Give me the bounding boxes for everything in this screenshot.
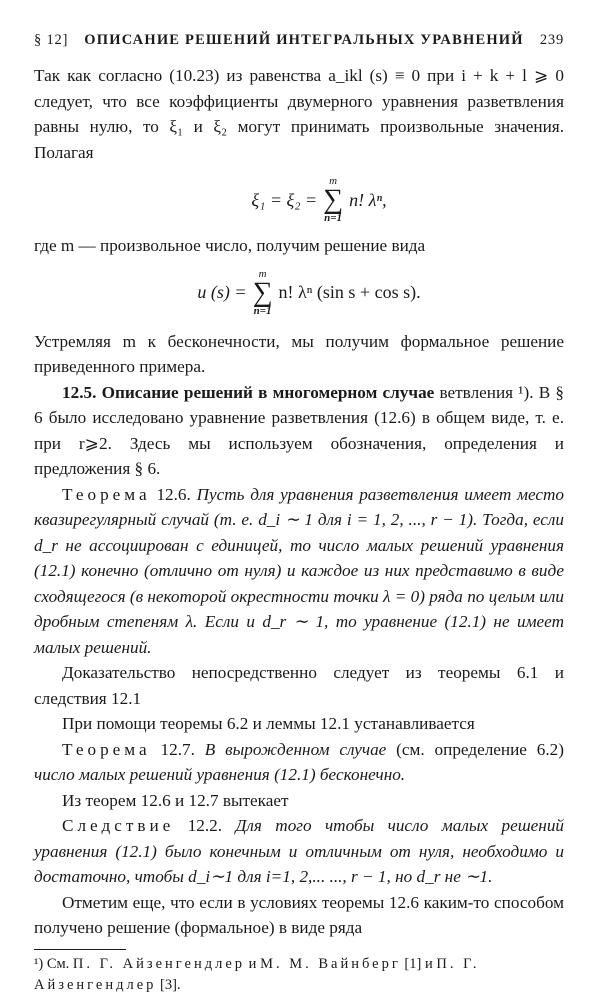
footnote-author-3: П. Г. Айзенгендлер bbox=[34, 955, 480, 993]
formula-2-sum bbox=[253, 269, 273, 317]
corollary-number: 12.2. bbox=[187, 816, 223, 835]
formula-2-upper-limit: m bbox=[258, 267, 267, 280]
formula-1-upper-limit: m bbox=[329, 175, 338, 187]
corollary-text: Для того чтобы число малых решений уравнения (12.1) было конечным и отличным от нуля, необходимо и достаточно, чтобы d_i∼1 для i=1, 2,... ..., r − 1, но d_r не ∼1. bbox=[34, 816, 565, 886]
theorem-text: Пусть для уравнения разветвления имеет место квазирегулярный случай (т. е. d_i ∼ 1 для i = 1, 2, ..., r − 1). Тогда, если d_r не ассоциирован с единицей, то число малых решений уравнения (12.1) конечно (отлично от нуля) и каждое из них представимо в виде сходящегося (в некоторой окрестности точки λ = 0) ряда по целым или дробным степеням λ. Если и d_r ∼ 1, то уравнение (12.1) не имеет малых решений. bbox=[34, 484, 564, 657]
section-number: 12.5. bbox=[62, 382, 97, 402]
formula-2-lhs: u (s) = bbox=[197, 282, 247, 302]
paragraph-2: где m — произвольное число, получим решение вида bbox=[34, 236, 426, 255]
sigma-symbol: ∑ bbox=[323, 184, 344, 215]
formula-1-lower-limit: n=1 bbox=[324, 212, 343, 224]
theorem-text-c: число малых решений уравнения (12.1) бесконечно. bbox=[34, 765, 406, 784]
section-text: ветвления ¹). В § 6 было исследовано уравнение разветвления (12.6) в общем виде, т. е. при r⩾2. Здесь мы используем обозначения, определения и предложения § 6. bbox=[34, 382, 565, 478]
corollary-12-2 bbox=[34, 813, 564, 890]
formula-1 bbox=[74, 169, 564, 231]
theorem-text-a: В вырожденном случае bbox=[204, 739, 387, 759]
footnote-and-2: и bbox=[424, 955, 433, 972]
footnote-ref-1: [1] bbox=[404, 955, 422, 972]
formula-1-sum bbox=[323, 176, 343, 224]
section-12-5 bbox=[34, 380, 564, 482]
page-number: 239 bbox=[539, 32, 564, 48]
formula-1-body: n! λⁿ, bbox=[349, 189, 387, 210]
footnote-ref-2: [3]. bbox=[160, 976, 181, 993]
theorem-text-b: (см. определение 6.2) bbox=[396, 739, 564, 759]
formula-2-lower-limit: n=1 bbox=[253, 304, 272, 317]
formula-2 bbox=[54, 261, 564, 325]
footnote-rule bbox=[34, 949, 126, 950]
theorem-label: Теорема bbox=[62, 484, 151, 504]
footnote bbox=[34, 954, 564, 996]
header-section: § 12] bbox=[34, 32, 69, 48]
theorem-label: Теорема bbox=[62, 739, 151, 759]
theorem-number: 12.6. bbox=[156, 484, 191, 504]
formula-2-body: n! λⁿ (sin s + cos s). bbox=[278, 282, 421, 302]
formula-1-lhs: ξ₁ = ξ₂ = bbox=[251, 189, 318, 210]
paragraph-8: Отметим еще, что если в условиях теоремы 12.6 каким-то способом получено решение (формальное) в виде ряда bbox=[34, 892, 564, 937]
footnote-author-2: М. М. Вайнберг bbox=[260, 955, 401, 972]
running-header bbox=[34, 32, 564, 49]
section-title: Описание решений в многомерном случае bbox=[101, 382, 435, 402]
footnote-see: См. bbox=[46, 955, 70, 972]
footnote-and: и bbox=[248, 955, 257, 972]
paragraph-proof: Доказательство непосредственно следует из теоремы 6.1 и следствия 12.1 bbox=[34, 663, 564, 708]
footnote-mark: ¹) bbox=[34, 955, 44, 972]
header-title: ОПИСАНИЕ РЕШЕНИЙ ИНТЕГРАЛЬНЫХ УРАВНЕНИЙ bbox=[84, 32, 524, 48]
theorem-number: 12.7. bbox=[160, 739, 195, 759]
corollary-label: Следствие bbox=[62, 816, 175, 835]
page bbox=[34, 32, 564, 996]
sigma-symbol: ∑ bbox=[252, 276, 273, 308]
theorem-12-6 bbox=[34, 482, 564, 661]
paragraph-3: Устремляя m к бесконечности, мы получим формальное решение приведенного примера. bbox=[34, 331, 564, 376]
paragraph-1: Так как согласно (10.23) из равенства a_ikl (s) ≡ 0 при i + k + l ⩾ 0 следует, что все коэффициенты двумерного уравнения разветвления равны нулю, то ξ₁ и ξ₂ могут принимать произвольные значения. Полагая bbox=[34, 66, 564, 162]
paragraph-6: При помощи теоремы 6.2 и леммы 12.1 устанавливается bbox=[62, 714, 475, 733]
paragraph-7: Из теорем 12.6 и 12.7 вытекает bbox=[62, 790, 289, 810]
theorem-12-7 bbox=[34, 737, 564, 788]
footnote-author-1: П. Г. Айзенгендлер bbox=[72, 955, 246, 972]
